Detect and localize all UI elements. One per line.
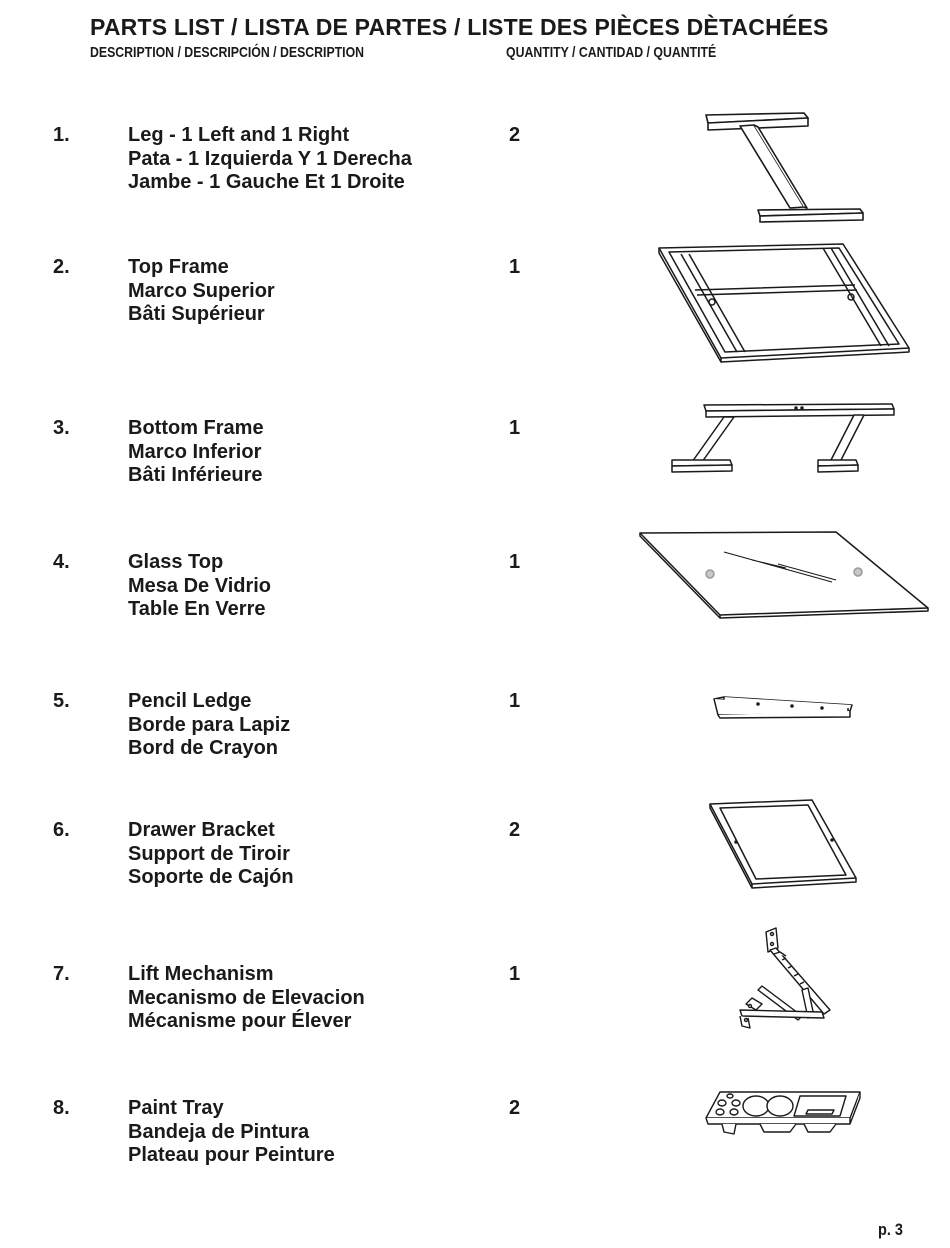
part-name-es: Mesa De Vidrio <box>128 574 272 597</box>
part-number: 4. <box>53 551 70 573</box>
quantity-column-header: QUANTITY / CANTIDAD / QUANTITÉ <box>506 44 717 61</box>
part-number: 7. <box>53 963 70 985</box>
pencil-ledge-drawing <box>710 693 860 723</box>
part-description <box>128 551 271 622</box>
part-quantity: 2 <box>509 1097 521 1119</box>
part-name-fr: Soporte de Cajón <box>128 866 294 888</box>
part-description <box>128 690 290 761</box>
leg-drawing <box>700 110 870 225</box>
page-title: PARTS LIST / LISTA DE PARTES / LISTE DES PIÈCES DÈTACHÉES <box>90 14 829 40</box>
part-quantity: 1 <box>509 551 521 573</box>
part-name-en: Glass Top <box>128 551 224 573</box>
lift-mechanism-drawing <box>722 924 838 1034</box>
part-name-en: Drawer Bracket <box>128 819 275 841</box>
part-description <box>128 963 365 1034</box>
part-number: 8. <box>53 1097 70 1119</box>
paint-tray-drawing <box>700 1086 864 1138</box>
part-description <box>128 1097 335 1168</box>
glass-top-drawing <box>636 528 934 620</box>
part-quantity: 2 <box>509 819 521 841</box>
part-name-es: Support de Tiroir <box>128 842 290 865</box>
part-name-fr: Plateau pour Peinture <box>128 1144 335 1166</box>
part-quantity: 1 <box>509 690 521 712</box>
part-name-fr: Jambe - 1 Gauche Et 1 Droite <box>128 171 405 193</box>
part-name-fr: Table En Verre <box>128 598 266 620</box>
part-name-en: Leg - 1 Left and 1 Right <box>128 124 350 146</box>
page-number: p. 3 <box>878 1220 903 1239</box>
top-frame-drawing <box>655 240 915 365</box>
part-name-en: Bottom Frame <box>128 417 264 439</box>
part-number: 1. <box>53 124 70 146</box>
part-quantity: 2 <box>509 124 521 146</box>
part-name-fr: Bâti Supérieur <box>128 303 265 325</box>
part-name-en: Pencil Ledge <box>128 690 252 712</box>
bottom-frame-drawing <box>668 400 898 475</box>
part-description <box>128 256 275 327</box>
part-name-es: Bandeja de Pintura <box>128 1120 310 1143</box>
part-name-es: Marco Superior <box>128 279 275 302</box>
part-name-fr: Bâti Inférieure <box>128 464 263 486</box>
description-column-header: DESCRIPTION / DESCRIPCIÓN / DESCRIPTION <box>90 44 365 61</box>
part-number: 6. <box>53 819 70 841</box>
part-name-en: Lift Mechanism <box>128 963 274 985</box>
part-quantity: 1 <box>509 963 521 985</box>
part-description <box>128 417 264 488</box>
part-name-en: Paint Tray <box>128 1097 224 1119</box>
part-name-es: Pata - 1 Izquierda Y 1 Derecha <box>128 147 412 170</box>
part-description <box>128 124 412 195</box>
part-name-fr: Bord de Crayon <box>128 737 279 759</box>
drawer-bracket-drawing <box>706 796 862 892</box>
part-name-es: Mecanismo de Elevacion <box>128 986 365 1009</box>
part-quantity: 1 <box>509 256 521 278</box>
part-number: 5. <box>53 690 70 712</box>
part-number: 3. <box>53 417 70 439</box>
part-name-fr: Mécanisme pour Élever <box>128 1010 352 1032</box>
part-quantity: 1 <box>509 417 521 439</box>
part-name-es: Borde para Lapiz <box>128 713 291 736</box>
part-name-en: Top Frame <box>128 256 229 278</box>
part-number: 2. <box>53 256 70 278</box>
part-name-es: Marco Inferior <box>128 440 262 463</box>
part-description <box>128 819 294 890</box>
